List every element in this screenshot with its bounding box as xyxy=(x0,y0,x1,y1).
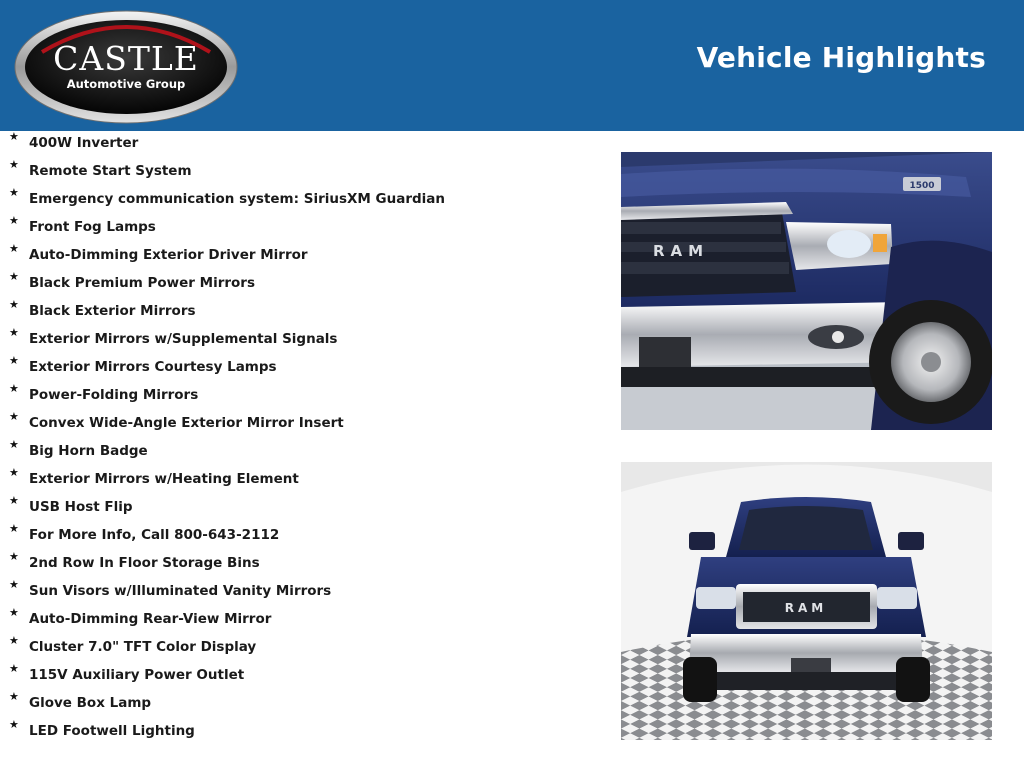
feature-text: Auto-Dimming Exterior Driver Mirror xyxy=(29,247,308,263)
star-icon: ★ xyxy=(9,270,19,283)
list-item xyxy=(0,381,445,409)
star-icon: ★ xyxy=(9,494,19,507)
vehicle-photo-front-view[interactable] xyxy=(621,462,992,740)
star-icon: ★ xyxy=(9,634,19,647)
feature-text: Auto-Dimming Rear-View Mirror xyxy=(29,611,272,627)
star-icon: ★ xyxy=(9,130,19,143)
star-icon: ★ xyxy=(9,550,19,563)
star-icon: ★ xyxy=(9,690,19,703)
feature-text: 2nd Row In Floor Storage Bins xyxy=(29,555,260,571)
star-icon: ★ xyxy=(9,354,19,367)
feature-text: Sun Visors w/Illuminated Vanity Mirrors xyxy=(29,583,332,599)
star-icon: ★ xyxy=(9,214,19,227)
star-icon: ★ xyxy=(9,606,19,619)
feature-text: Black Exterior Mirrors xyxy=(29,303,196,319)
list-item xyxy=(0,549,445,577)
list-item xyxy=(0,465,445,493)
star-icon: ★ xyxy=(9,578,19,591)
list-item xyxy=(0,521,445,549)
star-icon: ★ xyxy=(9,298,19,311)
feature-text: USB Host Flip xyxy=(29,499,133,515)
feature-text: Front Fog Lamps xyxy=(29,219,156,235)
list-item xyxy=(0,689,445,717)
list-item xyxy=(0,297,445,325)
star-icon: ★ xyxy=(9,718,19,731)
list-item xyxy=(0,717,445,745)
list-item xyxy=(0,437,445,465)
feature-text: Exterior Mirrors w/Heating Element xyxy=(29,471,299,487)
feature-text: Power-Folding Mirrors xyxy=(29,387,199,403)
list-item xyxy=(0,325,445,353)
page-title: Vehicle Highlights xyxy=(696,41,986,74)
badge-1500-text: 1500 xyxy=(909,181,935,191)
page-header xyxy=(0,0,1024,131)
feature-text: Emergency communication system: SiriusXM Guardian xyxy=(29,191,446,207)
castle-automotive-logo[interactable] xyxy=(14,10,238,124)
star-icon: ★ xyxy=(9,158,19,171)
feature-text: Cluster 7.0" TFT Color Display xyxy=(29,639,257,655)
feature-text: Exterior Mirrors w/Supplemental Signals xyxy=(29,331,338,347)
feature-text: Black Premium Power Mirrors xyxy=(29,275,255,291)
feature-text: Exterior Mirrors Courtesy Lamps xyxy=(29,359,277,375)
list-item xyxy=(0,661,445,689)
list-item xyxy=(0,157,445,185)
list-item xyxy=(0,185,445,213)
star-icon: ★ xyxy=(9,186,19,199)
list-item xyxy=(0,493,445,521)
feature-text: For More Info, Call 800-643-2112 xyxy=(29,527,280,543)
list-item xyxy=(0,241,445,269)
list-item xyxy=(0,213,445,241)
feature-text: Glove Box Lamp xyxy=(29,695,152,711)
grille-ram-text: RAM xyxy=(784,601,828,615)
feature-list xyxy=(0,129,445,745)
list-item xyxy=(0,605,445,633)
star-icon: ★ xyxy=(9,326,19,339)
feature-text: Remote Start System xyxy=(29,163,192,179)
list-item xyxy=(0,409,445,437)
vehicle-photo-front-corner[interactable] xyxy=(621,152,992,430)
star-icon: ★ xyxy=(9,410,19,423)
list-item xyxy=(0,129,445,157)
list-item xyxy=(0,577,445,605)
logo-name: CASTLE xyxy=(53,39,199,78)
feature-text: 115V Auxiliary Power Outlet xyxy=(29,667,245,683)
feature-text: LED Footwell Lighting xyxy=(29,723,195,739)
feature-text: Big Horn Badge xyxy=(29,443,148,459)
star-icon: ★ xyxy=(9,382,19,395)
logo-subtitle: Automotive Group xyxy=(66,77,186,91)
list-item xyxy=(0,269,445,297)
star-icon: ★ xyxy=(9,242,19,255)
feature-text: Convex Wide-Angle Exterior Mirror Insert xyxy=(29,415,344,431)
grille-ram-text: RAM xyxy=(652,242,710,260)
feature-text: 400W Inverter xyxy=(29,135,139,151)
star-icon: ★ xyxy=(9,466,19,479)
star-icon: ★ xyxy=(9,522,19,535)
star-icon: ★ xyxy=(9,662,19,675)
star-icon: ★ xyxy=(9,438,19,451)
list-item xyxy=(0,633,445,661)
list-item xyxy=(0,353,445,381)
